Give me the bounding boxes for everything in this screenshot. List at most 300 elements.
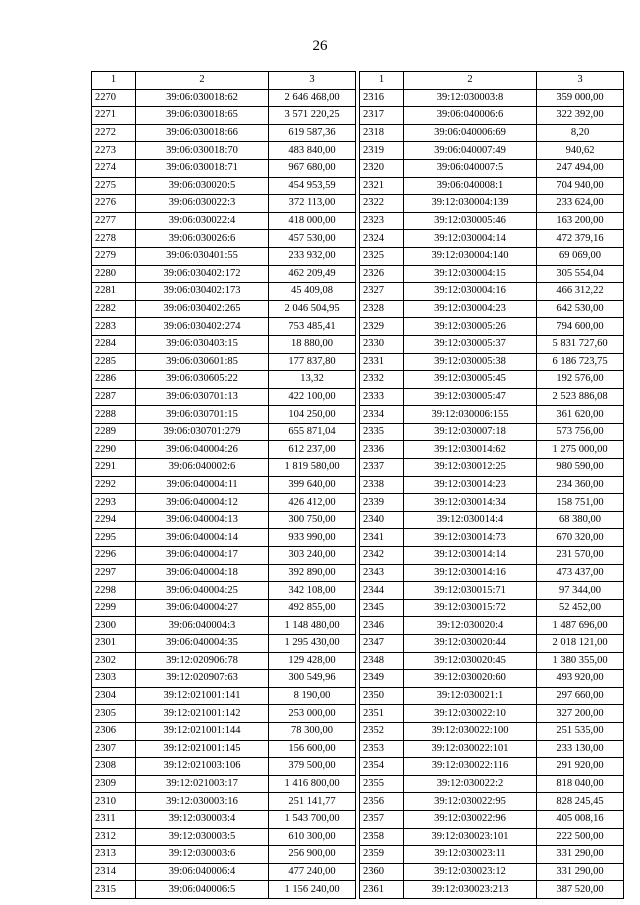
- row-number-cell: 2293: [92, 494, 136, 512]
- table-row: [92, 459, 356, 477]
- table-row: [360, 441, 624, 459]
- amount-cell: 327 200,00: [537, 705, 624, 723]
- cadastral-number-cell: 39:06:030402:173: [136, 283, 269, 301]
- table-row: [360, 212, 624, 230]
- cadastral-number-cell: 39:06:040006:4: [136, 863, 269, 881]
- row-number-cell: 2279: [92, 247, 136, 265]
- row-number-cell: 2288: [92, 406, 136, 424]
- cadastral-number-cell: 39:12:030022:95: [404, 793, 537, 811]
- table-row: [92, 740, 356, 758]
- cadastral-number-cell: 39:12:030005:26: [404, 318, 537, 336]
- table-row: [92, 793, 356, 811]
- table-row: [360, 670, 624, 688]
- table-row: [360, 371, 624, 389]
- cadastral-number-cell: 39:12:030022:101: [404, 740, 537, 758]
- cadastral-number-cell: 39:12:030014:62: [404, 441, 537, 459]
- amount-cell: 1 148 480,00: [269, 617, 356, 635]
- amount-cell: 387 520,00: [537, 881, 624, 899]
- amount-cell: 1 380 355,00: [537, 652, 624, 670]
- amount-cell: 233 624,00: [537, 195, 624, 213]
- amount-cell: 222 500,00: [537, 828, 624, 846]
- row-number-cell: 2342: [360, 547, 404, 565]
- cadastral-number-cell: 39:12:030005:46: [404, 212, 537, 230]
- row-number-cell: 2308: [92, 758, 136, 776]
- row-number-cell: 2311: [92, 810, 136, 828]
- amount-cell: 45 409,08: [269, 283, 356, 301]
- row-number-cell: 2326: [360, 265, 404, 283]
- cadastral-number-cell: 39:12:030005:38: [404, 353, 537, 371]
- amount-cell: 233 932,00: [269, 247, 356, 265]
- amount-cell: 1 487 696,00: [537, 617, 624, 635]
- table-row: [92, 863, 356, 881]
- row-number-cell: 2272: [92, 124, 136, 142]
- amount-cell: 794 600,00: [537, 318, 624, 336]
- table-row: [360, 863, 624, 881]
- row-number-cell: 2273: [92, 142, 136, 160]
- table-row: [92, 511, 356, 529]
- cadastral-number-cell: 39:06:030402:172: [136, 265, 269, 283]
- cadastral-number-cell: 39:06:040006:69: [404, 124, 537, 142]
- cadastral-number-cell: 39:12:030022:100: [404, 722, 537, 740]
- amount-cell: 163 200,00: [537, 212, 624, 230]
- amount-cell: 104 250,00: [269, 406, 356, 424]
- table-row: [92, 670, 356, 688]
- amount-cell: 129 428,00: [269, 652, 356, 670]
- amount-cell: 247 494,00: [537, 159, 624, 177]
- amount-cell: 251 141,77: [269, 793, 356, 811]
- table-row: [360, 582, 624, 600]
- table-row: [360, 177, 624, 195]
- cadastral-number-cell: 39:12:030014:16: [404, 564, 537, 582]
- cadastral-number-cell: 39:06:030018:62: [136, 89, 269, 107]
- amount-cell: 291 920,00: [537, 758, 624, 776]
- table-row: [360, 599, 624, 617]
- cadastral-number-cell: 39:06:040004:26: [136, 441, 269, 459]
- row-number-cell: 2345: [360, 599, 404, 617]
- row-number-cell: 2274: [92, 159, 136, 177]
- row-number-cell: 2292: [92, 476, 136, 494]
- cadastral-number-cell: 39:12:021003:106: [136, 758, 269, 776]
- cadastral-number-cell: 39:12:030022:10: [404, 705, 537, 723]
- amount-cell: 251 535,00: [537, 722, 624, 740]
- row-number-cell: 2349: [360, 670, 404, 688]
- table-row: [360, 142, 624, 160]
- amount-cell: 253 000,00: [269, 705, 356, 723]
- cadastral-number-cell: 39:12:030004:139: [404, 195, 537, 213]
- table-row: [92, 494, 356, 512]
- cadastral-number-cell: 39:06:030605:22: [136, 371, 269, 389]
- row-number-cell: 2348: [360, 652, 404, 670]
- row-number-cell: 2338: [360, 476, 404, 494]
- amount-cell: 828 245,45: [537, 793, 624, 811]
- row-number-cell: 2298: [92, 582, 136, 600]
- amount-cell: 300 549,96: [269, 670, 356, 688]
- cadastral-number-cell: 39:12:030014:4: [404, 511, 537, 529]
- table-row: [360, 494, 624, 512]
- amount-cell: 619 587,36: [269, 124, 356, 142]
- row-number-cell: 2358: [360, 828, 404, 846]
- cadastral-number-cell: 39:12:030007:18: [404, 423, 537, 441]
- amount-cell: 97 344,00: [537, 582, 624, 600]
- cadastral-number-cell: 39:12:030015:72: [404, 599, 537, 617]
- table-row: [360, 124, 624, 142]
- table-row: [92, 388, 356, 406]
- row-number-cell: 2295: [92, 529, 136, 547]
- table-row: [360, 775, 624, 793]
- row-number-cell: 2313: [92, 846, 136, 864]
- amount-cell: 13,32: [269, 371, 356, 389]
- cadastral-number-cell: 39:06:040004:13: [136, 511, 269, 529]
- row-number-cell: 2275: [92, 177, 136, 195]
- cadastral-number-cell: 39:12:030022:96: [404, 810, 537, 828]
- amount-cell: 231 570,00: [537, 547, 624, 565]
- cadastral-number-cell: 39:12:030005:37: [404, 335, 537, 353]
- row-number-cell: 2297: [92, 564, 136, 582]
- cadastral-number-cell: 39:06:040004:14: [136, 529, 269, 547]
- table-row: [360, 547, 624, 565]
- amount-cell: 3 571 220,25: [269, 107, 356, 125]
- table-row: [92, 775, 356, 793]
- row-number-cell: 2280: [92, 265, 136, 283]
- row-number-cell: 2270: [92, 89, 136, 107]
- table-row: [360, 511, 624, 529]
- table-row: [92, 846, 356, 864]
- column-header-1: 1: [360, 72, 404, 90]
- row-number-cell: 2305: [92, 705, 136, 723]
- cadastral-number-cell: 39:06:040007:49: [404, 142, 537, 160]
- amount-cell: 967 680,00: [269, 159, 356, 177]
- cadastral-number-cell: 39:12:030012:25: [404, 459, 537, 477]
- row-number-cell: 2277: [92, 212, 136, 230]
- cadastral-number-cell: 39:12:030003:6: [136, 846, 269, 864]
- table-row: [92, 142, 356, 160]
- cadastral-number-cell: 39:06:030402:274: [136, 318, 269, 336]
- amount-cell: 6 186 723,75: [537, 353, 624, 371]
- row-number-cell: 2359: [360, 846, 404, 864]
- table-row: [360, 459, 624, 477]
- amount-cell: 422 100,00: [269, 388, 356, 406]
- row-number-cell: 2344: [360, 582, 404, 600]
- amount-cell: 573 756,00: [537, 423, 624, 441]
- cadastral-number-cell: 39:06:030701:13: [136, 388, 269, 406]
- table-row: [360, 265, 624, 283]
- cadastral-number-cell: 39:06:040004:25: [136, 582, 269, 600]
- row-number-cell: 2294: [92, 511, 136, 529]
- amount-cell: 192 576,00: [537, 371, 624, 389]
- amount-cell: 233 130,00: [537, 740, 624, 758]
- amount-cell: 331 290,00: [537, 863, 624, 881]
- table-row: [92, 89, 356, 107]
- row-number-cell: 2318: [360, 124, 404, 142]
- row-number-cell: 2334: [360, 406, 404, 424]
- cadastral-number-cell: 39:12:030020:44: [404, 635, 537, 653]
- table-row: [360, 722, 624, 740]
- row-number-cell: 2271: [92, 107, 136, 125]
- row-number-cell: 2353: [360, 740, 404, 758]
- cadastral-number-cell: 39:12:030004:14: [404, 230, 537, 248]
- row-number-cell: 2315: [92, 881, 136, 899]
- amount-cell: 331 290,00: [537, 846, 624, 864]
- row-number-cell: 2328: [360, 300, 404, 318]
- row-number-cell: 2335: [360, 423, 404, 441]
- table-row: [92, 335, 356, 353]
- row-number-cell: 2284: [92, 335, 136, 353]
- amount-cell: 472 379,16: [537, 230, 624, 248]
- row-number-cell: 2304: [92, 687, 136, 705]
- row-number-cell: 2319: [360, 142, 404, 160]
- amount-cell: 818 040,00: [537, 775, 624, 793]
- row-number-cell: 2337: [360, 459, 404, 477]
- row-number-cell: 2296: [92, 547, 136, 565]
- column-header-3: 3: [537, 72, 624, 90]
- cadastral-number-cell: 39:12:030014:34: [404, 494, 537, 512]
- table-row: [360, 195, 624, 213]
- row-number-cell: 2352: [360, 722, 404, 740]
- cadastral-number-cell: 39:06:040004:27: [136, 599, 269, 617]
- table-row: [92, 353, 356, 371]
- table-row: [92, 758, 356, 776]
- cadastral-number-cell: 39:12:021001:144: [136, 722, 269, 740]
- row-number-cell: 2299: [92, 599, 136, 617]
- cadastral-number-cell: 39:06:040004:12: [136, 494, 269, 512]
- cadastral-number-cell: 39:06:030018:65: [136, 107, 269, 125]
- table-row: [360, 107, 624, 125]
- cadastral-number-cell: 39:12:030023:12: [404, 863, 537, 881]
- table-row: [92, 107, 356, 125]
- row-number-cell: 2321: [360, 177, 404, 195]
- row-number-cell: 2327: [360, 283, 404, 301]
- cadastral-number-cell: 39:12:030004:16: [404, 283, 537, 301]
- cadastral-number-cell: 39:06:030018:66: [136, 124, 269, 142]
- row-number-cell: 2356: [360, 793, 404, 811]
- amount-cell: 300 750,00: [269, 511, 356, 529]
- cadastral-number-cell: 39:12:021001:145: [136, 740, 269, 758]
- cadastral-number-cell: 39:06:030022:3: [136, 195, 269, 213]
- amount-cell: 372 113,00: [269, 195, 356, 213]
- cadastral-number-cell: 39:12:020906:78: [136, 652, 269, 670]
- row-number-cell: 2346: [360, 617, 404, 635]
- cadastral-number-cell: 39:06:030701:279: [136, 423, 269, 441]
- amount-cell: 5 831 727,60: [537, 335, 624, 353]
- cadastral-number-cell: 39:06:030601:85: [136, 353, 269, 371]
- amount-cell: 156 600,00: [269, 740, 356, 758]
- amount-cell: 69 069,00: [537, 247, 624, 265]
- row-number-cell: 2285: [92, 353, 136, 371]
- cadastral-number-cell: 39:06:030018:70: [136, 142, 269, 160]
- row-number-cell: 2286: [92, 371, 136, 389]
- table-row: [360, 353, 624, 371]
- amount-cell: 2 018 121,00: [537, 635, 624, 653]
- cadastral-number-cell: 39:06:030018:71: [136, 159, 269, 177]
- table-row: [360, 740, 624, 758]
- table-row: [360, 758, 624, 776]
- table-row: [360, 247, 624, 265]
- table-row: [92, 406, 356, 424]
- cadastral-number-cell: 39:06:040004:3: [136, 617, 269, 635]
- table-row: [92, 582, 356, 600]
- amount-cell: 8,20: [537, 124, 624, 142]
- row-number-cell: 2276: [92, 195, 136, 213]
- table-row: [360, 828, 624, 846]
- amount-cell: 670 320,00: [537, 529, 624, 547]
- cadastral-number-cell: 39:06:040006:6: [404, 107, 537, 125]
- page-number: 26: [312, 38, 328, 54]
- row-number-cell: 2306: [92, 722, 136, 740]
- cadastral-number-cell: 39:12:030023:11: [404, 846, 537, 864]
- amount-cell: 610 300,00: [269, 828, 356, 846]
- amount-cell: 493 920,00: [537, 670, 624, 688]
- table-row: [360, 230, 624, 248]
- table-row: [360, 476, 624, 494]
- table-row: [92, 635, 356, 653]
- column-header-1: 1: [92, 72, 136, 90]
- table-row: [360, 300, 624, 318]
- cadastral-number-cell: 39:06:040004:35: [136, 635, 269, 653]
- row-number-cell: 2331: [360, 353, 404, 371]
- amount-cell: 361 620,00: [537, 406, 624, 424]
- cadastral-number-cell: 39:06:030401:55: [136, 247, 269, 265]
- amount-cell: 234 360,00: [537, 476, 624, 494]
- table-row: [92, 300, 356, 318]
- cadastral-number-cell: 39:12:030004:15: [404, 265, 537, 283]
- table-row: [360, 705, 624, 723]
- row-number-cell: 2333: [360, 388, 404, 406]
- amount-cell: 1 416 800,00: [269, 775, 356, 793]
- cadastral-number-cell: 39:06:040002:6: [136, 459, 269, 477]
- amount-cell: 454 953,59: [269, 177, 356, 195]
- table-row: [360, 652, 624, 670]
- amount-cell: 359 000,00: [537, 89, 624, 107]
- row-number-cell: 2307: [92, 740, 136, 758]
- row-number-cell: 2339: [360, 494, 404, 512]
- cadastral-number-cell: 39:12:030014:14: [404, 547, 537, 565]
- row-number-cell: 2287: [92, 388, 136, 406]
- table-row: [92, 159, 356, 177]
- cadastral-number-cell: 39:12:021003:17: [136, 775, 269, 793]
- row-number-cell: 2290: [92, 441, 136, 459]
- amount-cell: 473 437,00: [537, 564, 624, 582]
- amount-cell: 466 312,22: [537, 283, 624, 301]
- row-number-cell: 2323: [360, 212, 404, 230]
- cadastral-number-cell: 39:12:030020:60: [404, 670, 537, 688]
- table-row: [360, 564, 624, 582]
- amount-cell: 492 855,00: [269, 599, 356, 617]
- row-number-cell: 2282: [92, 300, 136, 318]
- row-number-cell: 2314: [92, 863, 136, 881]
- table-row: [360, 283, 624, 301]
- column-header-2: 2: [136, 72, 269, 90]
- cadastral-number-cell: 39:12:030020:4: [404, 617, 537, 635]
- amount-cell: 177 837,80: [269, 353, 356, 371]
- cadastral-number-cell: 39:06:030402:265: [136, 300, 269, 318]
- amount-cell: 297 660,00: [537, 687, 624, 705]
- cadastral-number-cell: 39:12:030023:213: [404, 881, 537, 899]
- row-number-cell: 2357: [360, 810, 404, 828]
- cadastral-number-cell: 39:12:030003:16: [136, 793, 269, 811]
- amount-cell: 753 485,41: [269, 318, 356, 336]
- table-row: [92, 212, 356, 230]
- row-number-cell: 2302: [92, 652, 136, 670]
- cadastral-number-cell: 39:06:040006:5: [136, 881, 269, 899]
- table-row: [92, 599, 356, 617]
- cadastral-number-cell: 39:06:030701:15: [136, 406, 269, 424]
- row-number-cell: 2309: [92, 775, 136, 793]
- row-number-cell: 2316: [360, 89, 404, 107]
- cadastral-number-cell: 39:12:030004:140: [404, 247, 537, 265]
- table-row: [360, 159, 624, 177]
- column-header-3: 3: [269, 72, 356, 90]
- cadastral-number-cell: 39:12:021001:142: [136, 705, 269, 723]
- cadastral-number-cell: 39:12:030023:101: [404, 828, 537, 846]
- cadastral-number-cell: 39:12:030015:71: [404, 582, 537, 600]
- table-row: [360, 810, 624, 828]
- row-number-cell: 2325: [360, 247, 404, 265]
- table-row: [92, 476, 356, 494]
- row-number-cell: 2343: [360, 564, 404, 582]
- table-row: [92, 529, 356, 547]
- cadastral-number-cell: 39:12:030014:73: [404, 529, 537, 547]
- table-row: [92, 247, 356, 265]
- row-number-cell: 2322: [360, 195, 404, 213]
- cadastral-number-cell: 39:06:040004:11: [136, 476, 269, 494]
- table-row: [92, 283, 356, 301]
- amount-cell: 158 751,00: [537, 494, 624, 512]
- table-row: [360, 318, 624, 336]
- table-row: [92, 652, 356, 670]
- row-number-cell: 2324: [360, 230, 404, 248]
- amount-cell: 2 046 504,95: [269, 300, 356, 318]
- cadastral-number-cell: 39:12:030003:5: [136, 828, 269, 846]
- table-row: [92, 195, 356, 213]
- amount-cell: 68 380,00: [537, 511, 624, 529]
- cadastral-number-cell: 39:12:030020:45: [404, 652, 537, 670]
- amount-cell: 342 108,00: [269, 582, 356, 600]
- amount-cell: 8 190,00: [269, 687, 356, 705]
- amount-cell: 426 412,00: [269, 494, 356, 512]
- row-number-cell: 2347: [360, 635, 404, 653]
- amount-cell: 256 900,00: [269, 846, 356, 864]
- table-row: [92, 124, 356, 142]
- cadastral-number-cell: 39:06:040004:17: [136, 547, 269, 565]
- row-number-cell: 2278: [92, 230, 136, 248]
- column-header-2: 2: [404, 72, 537, 90]
- amount-cell: 980 590,00: [537, 459, 624, 477]
- cadastral-number-cell: 39:06:030020:5: [136, 177, 269, 195]
- table-header-row: [92, 72, 356, 90]
- table-row: [92, 265, 356, 283]
- registry-table-left: [91, 71, 356, 899]
- cadastral-number-cell: 39:06:040007:5: [404, 159, 537, 177]
- table-row: [92, 318, 356, 336]
- amount-cell: 1 295 430,00: [269, 635, 356, 653]
- table-row: [360, 635, 624, 653]
- table-row: [360, 881, 624, 899]
- table-row: [360, 687, 624, 705]
- cadastral-number-cell: 39:12:020907:63: [136, 670, 269, 688]
- table-row: [92, 881, 356, 899]
- row-number-cell: 2330: [360, 335, 404, 353]
- cadastral-number-cell: 39:12:021001:141: [136, 687, 269, 705]
- row-number-cell: 2332: [360, 371, 404, 389]
- row-number-cell: 2320: [360, 159, 404, 177]
- cadastral-number-cell: 39:12:030022:2: [404, 775, 537, 793]
- amount-cell: 704 940,00: [537, 177, 624, 195]
- row-number-cell: 2361: [360, 881, 404, 899]
- cadastral-number-cell: 39:12:030006:155: [404, 406, 537, 424]
- table-row: [92, 564, 356, 582]
- row-number-cell: 2350: [360, 687, 404, 705]
- table-row: [92, 617, 356, 635]
